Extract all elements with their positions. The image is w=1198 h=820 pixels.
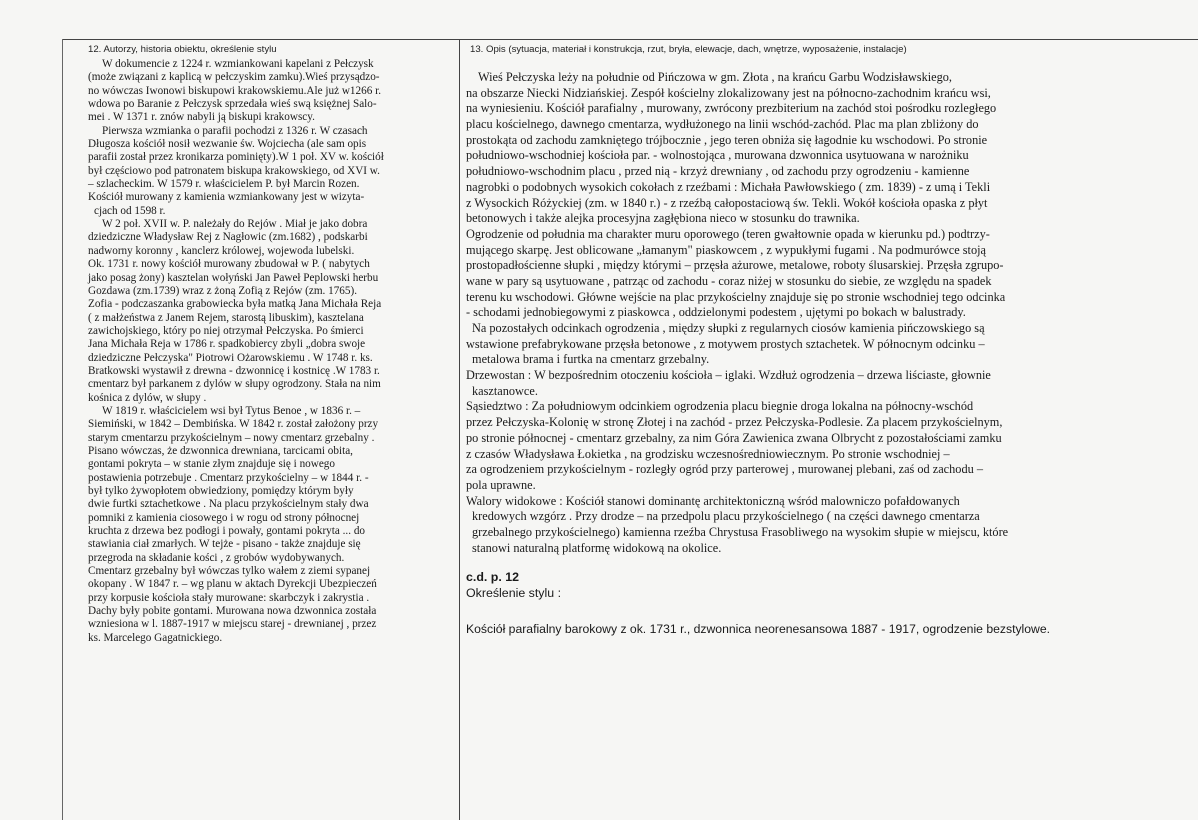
text-line: wstawione prefabrykowane przęsła betonowe , z motywem prostych sztachetek. W północnym odcinku – [466,336,985,351]
text-line: Długosza kościół nosił wezwanie św. Wojciecha (ale sam opis [88,138,367,151]
text-line: mei . W 1371 r. znów nabyli ją biskupi krakowscy. [88,111,315,124]
text-line: betonowych i także alejka procesyjna zagłębiona nieco w stosunku do trawnika. [466,211,860,226]
text-line: – szlacheckim. W 1579 r. właścicielem P. był Marcin Rozen. [88,178,360,191]
text-line: Pierwsza wzmianka o parafii pochodzi z 1326 r. W czasach [102,124,368,137]
section-12-header: 12. Autorzy, historia obiektu, określenie stylu [88,44,277,55]
text-line: Jana Michała Reja w 1786 r. spadkobiercy zbyli „dobra swoje [88,338,366,351]
text-line: Ogrodzenie od południa ma charakter muru oporowego (teren gwałtownie opada w kierunku pd.) podtrzy- [466,226,990,241]
text-line: dziedziczne Pełczyska" Piotrowi Ożarowskiemu . W 1748 r. ks. [88,351,373,364]
text-line: nadworny koronny , kanclerz królowej, wojewoda lubelski. [88,244,355,257]
text-line: wane w pary są usytuowane , patrząc od zachodu - coraz niżej w stosunku do siebie, ze względu na spadek [466,273,992,288]
style-label: Określenie stylu : [466,586,562,601]
text-line: Wieś Pełczyska leży na południe od Pińczowa w gm. Złota , na krańcu Garbu Wodzisławskiego, [478,70,952,84]
text-line: prostokąta od zachodu zamkniętego trójbocznie , jego teren obniża się łagodnie ku wschodowi. Po stronie [466,132,988,147]
text-line: cmentarz był parkanem z dylów w słupy ogrodzony. Stała na nim [88,378,381,391]
text-line: jako posag żony) kasztelan wołyński Jan Paweł Peplowski herbu [88,271,379,284]
text-line: stanowi naturalną platformę widokową na okolice. [472,540,722,555]
text-line: na obszarze Niecki Nidziańskiej. Zespół kościelny zlokalizowany jest na północno-zachodnim krańcu wsi, [466,85,991,100]
text-line: kasztanowce. [472,383,538,398]
top-rule [62,39,1198,40]
text-line: parafii został przez kronikarza pominięty).W 1 poł. XV w. kościół [88,151,384,164]
text-line: - schodami jednobiegowymi z piaskowca , oddzielonymi podestem , ujętymi po bokach w balustrady. [466,305,966,320]
continued-title: c.d. p. 12 [466,570,520,585]
text-line: z czasów Władysława Łokietka , na grodzisku wczesnośredniowiecznym. Po stronie wschodniej – [466,446,950,461]
text-line: gontami pokryta – w stanie złym znajduje się i nowego [88,458,335,471]
text-line: przez Pełczyska-Kolonię w stronę Złotej i na zachód - przez Pełczyska-Podlesie. Za placem przykościelnym, [466,415,1003,430]
description-text [466,70,1166,556]
text-line: południowo-wschodnim placu , przed nią - krzyż drewniany , od zachodu przy ogrodzeniu - kamienne [466,164,970,179]
text-line: Drzewostan : W bezpośrednim otoczeniu kościoła – iglaki. Wzdłuż ogrodzenia – drzewa liściaste, głownie [466,368,991,383]
text-line: Dachy były pobite gontami. Murowana nowa dzwonnica została [88,605,377,618]
text-line: (może związani z kaplicą w pełczyskim zamku).Wieś przysądzo- [88,71,380,84]
text-line: kredowych wzgórz . Przy drodze – na przedpolu placu przykościelnego ( na części dawnego cmentarza [472,509,980,524]
text-line: Cmentarz grzebalny był wówczas tylko wałem z ziemi sypanej [88,565,371,578]
text-line: południowo-wschodniej kościoła par. - wolnostojąca , murowana dzwonnica usytuowana w narożniku [466,148,969,163]
text-line: mującego skarpę. Jest oblicowane „łamanym" piaskowcem , z wypukłymi fugami . Na podmurówce stoją [466,242,986,257]
text-line: ks. Marcelego Gagatnickiego. [88,631,223,644]
text-line: Siemiński, w 1842 – Dembińska. W 1842 r. został założony przy [88,418,379,431]
text-line: W 1819 r. właścicielem wsi był Tytus Benoe , w 1836 r. – [102,404,361,417]
left-rule [62,39,63,820]
style-text: Kościół parafialny barokowy z ok. 1731 r., dzwonnica neorenesansowa 1887 - 1917, ogrodzenie bezstylowe. [466,621,1050,636]
text-line: ( z małżeństwa z Janem Rejem, starostą libuskim), kasztelana [88,311,364,324]
column-divider [459,39,460,820]
text-line: Sąsiedztwo : Za południowym odcinkiem ogrodzenia placu biegnie droga lokalna na północny-wschód [466,399,974,414]
text-line: placu kościelnego, dawnego cmentarza, wydłużonego na linii wschód-zachód. Plac ma plan zbliżony do [466,117,979,132]
text-line: wdowa po Baranie z Pełczysk sprzedała wieś swą księżnej Salo- [88,98,377,111]
text-line: okopany . W 1847 r. – wg planu w aktach Dyrekcji Ubezpieczeń [88,578,377,591]
text-line: dziedziczne Władysław Rej z Nagłowic (zm.1682) , podskarbi [88,231,368,244]
text-line: prostopadłościenne słupki , między którymi – przęsła ażurowe, metalowe, roboty ślusarskiej. Przęsła zgrupo- [466,258,1004,273]
text-line: Zofia - podczaszanka grabowiecka była matką Jana Michała Reja [88,298,382,311]
text-line: Na pozostałych odcinkach ogrodzenia , między słupki z regularnych ciosów kamienia pińczowskiego są [472,321,985,335]
text-line: Ok. 1731 r. nowy kościół murowany zbudował w P. ( nabytych [88,258,370,271]
text-line: za ogrodzeniem przykościelnym - rozległy ogród przy parterowej , murowanej plebani, zaś od zachodu – [466,462,983,477]
text-line: W dokumencie z 1224 r. wzmiankowani kapelani z Pełczysk [102,58,374,70]
description-column [466,70,1166,637]
text-line: nagrobki o podobnych wysokich cokołach z rzeźbami : Michała Pawłowskiego ( zm. 1839) - z umą i Tekli [466,179,991,194]
text-line: pola uprawne. [466,477,536,492]
text-line: metalowa brama i furtka na cmentarz grzebalny. [472,352,710,367]
text-line: starym cmentarzu przykościelnym – nowy cmentarz grzebalny . [88,431,375,444]
text-line: był częściowo pod patronatem biskupa krakowskiego, od XVI w. [88,164,380,177]
text-line: terenu ku wschodowi. Główne wejście na plac przykościelny znajduje się po stronie wschodniej tego odcinka [466,289,1006,304]
section-13-header: 13. Opis (sytuacja, materiał i konstrukcja, rzut, bryła, elewacje, dach, wnętrze, wyposażenie, instalacje) [470,44,907,55]
text-line: no wówczas Iwonowi biskupowi krakowskiemu.Ale już w1266 r. [88,84,382,97]
text-line: pomniki z kamienia ciosowego i w rogu od strony północnej [88,511,360,524]
text-line: Gozdawa (zm.1739) wraz z żoną Zofią z Rejów (zm. 1765). [88,284,358,297]
history-column [88,58,456,645]
text-line: cjach od 1598 r. [94,204,166,217]
text-line: W 2 poł. XVII w. P. należały do Rejów . Miał je jako dobra [102,218,368,231]
text-line: przegroda na składanie kości , z grobów wydobywanych. [88,551,345,564]
text-line: z Wysockich Różyckiej (zm. w 1840 r.) - z rzeźbą całopostaciową św. Tekli. Wokół kościoła opaska z płyt [466,195,988,210]
text-line: przy korpusie kościoła stały murowane: skarbczyk i zakrystia . [88,591,370,604]
text-line: Kościół murowany z kamienia wzmiankowany jest w wizyta- [88,191,365,204]
text-line: na wyniesieniu. Kościół parafialny , murowany, zwrócony prezbiterium na zachód stoi pośrodku rozległego [466,101,997,116]
text-line: dwie furtki sztachetkowe . Na placu przykościelnym stały dwa [88,498,369,511]
text-line: kośnica z dylów, w słupy . [88,391,207,404]
text-line: Walory widokowe : Kościół stanowi dominantę architektoniczną wśród malowniczo pofałdowanych [466,493,960,508]
text-line: zawichojskiego, który po niej otrzymał Pełczyska. Po śmierci [88,324,364,337]
text-line: wzniesiona w l. 1887-1917 w miejscu starej - drewnianej , przez [88,618,377,631]
text-line: kruchta z drzewa bez podłogi i powały, gontami pokryta ... do [88,525,366,538]
text-line: Pisano wówczas, że dzwonnica drewniana, tarcicami obita, [88,444,353,457]
text-line: stawiania ciał zmarłych. W tejże - pisano - także znajduje się [88,538,361,551]
text-line: po stronie północnej - cmentarz grzebalny, za nim Góra Zawienica zwana Olbrycht z pozostałościami zamku [466,430,1002,445]
text-line: grzebalnego przykościelnego) kamienna rzeźba Chrystusa Frasobliwego na wysokim słupie w miejscu, które [472,524,1009,539]
text-line: Bratkowski wystawił z drewna - dzwonnicę i kostnicę .W 1783 r. [88,364,380,377]
text-line: postawienia potrzebuje . Cmentarz przykościelny – w 1844 r. - [88,471,369,484]
text-line: był tylko żywopłotem obwiedziony, pomiędzy którym były [88,485,354,497]
